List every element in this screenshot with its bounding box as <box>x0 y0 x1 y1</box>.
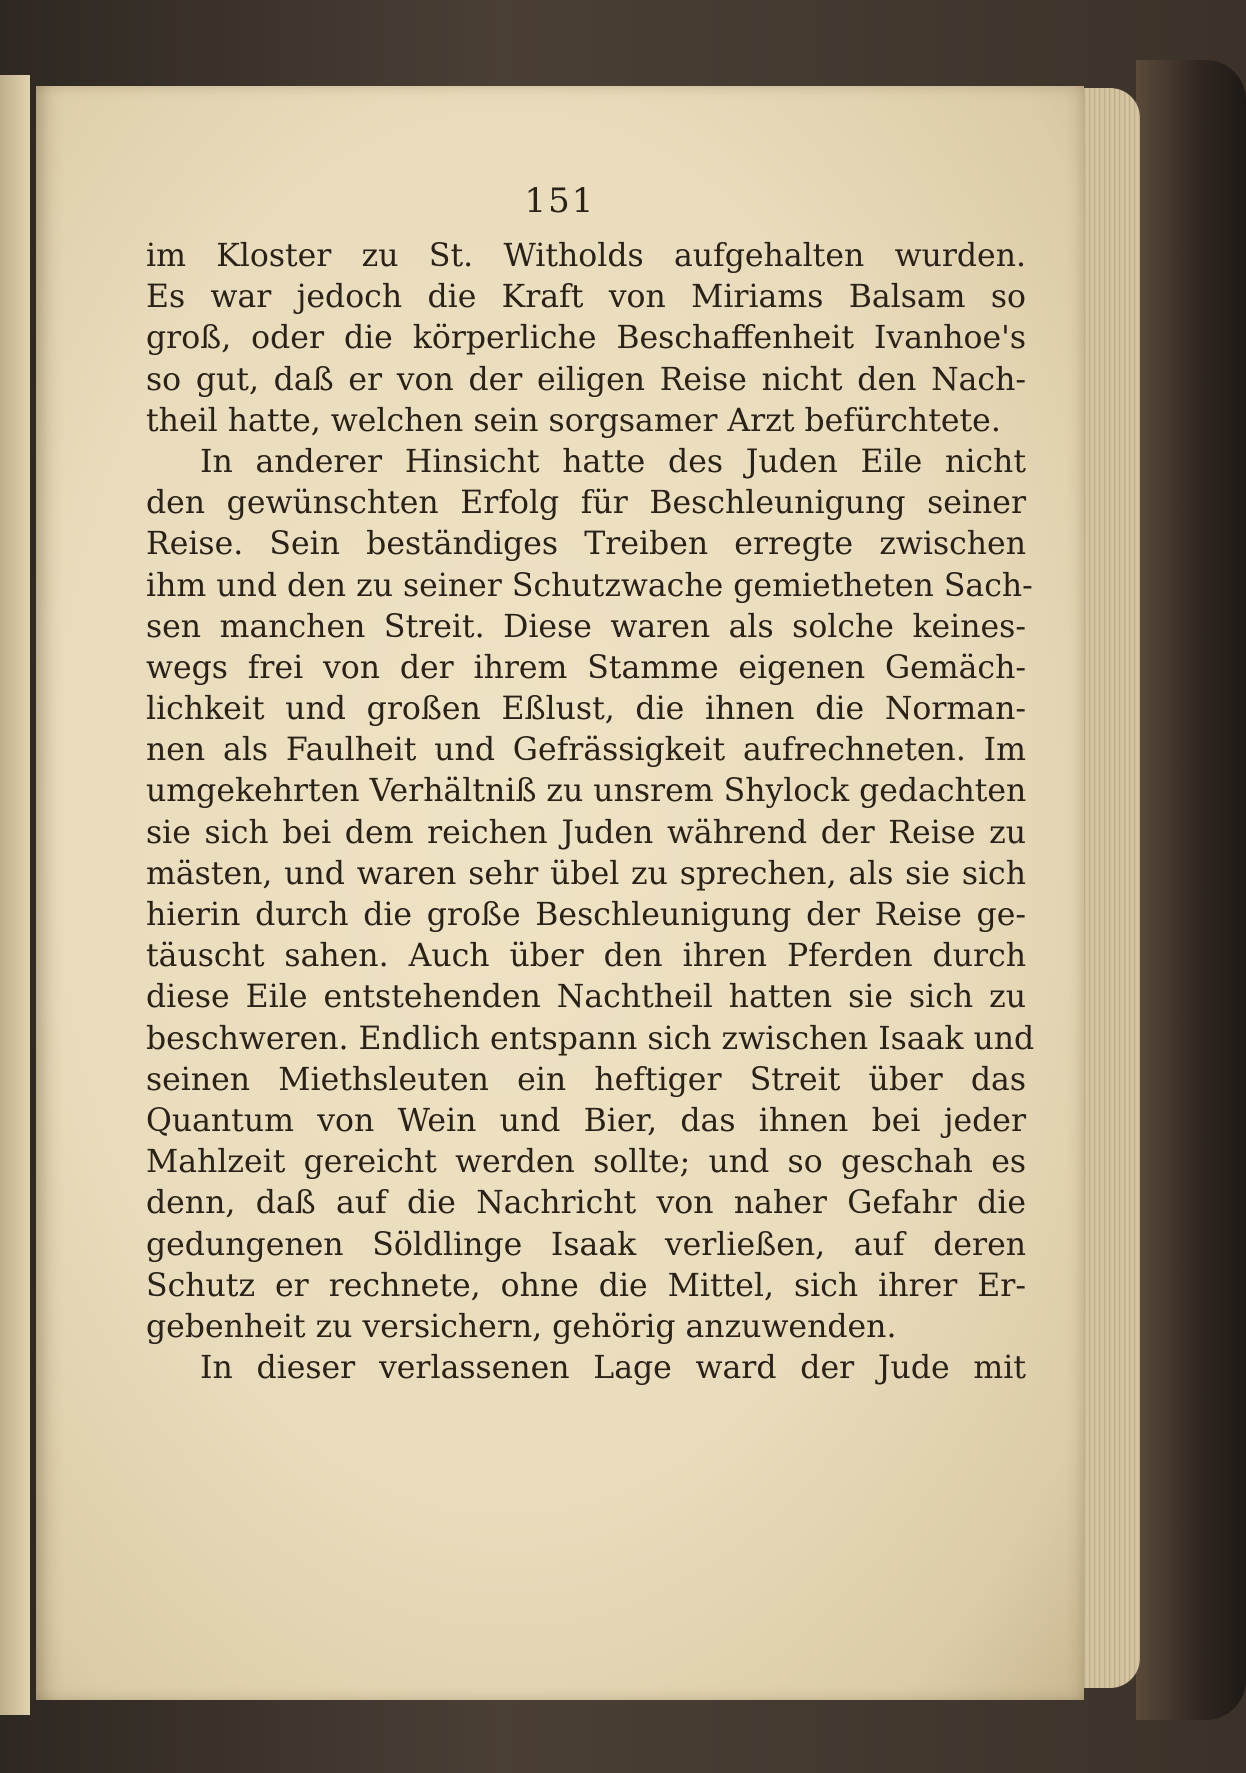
text-line: beschweren. Endlich entspann sich zwischen Isaak und <box>146 1020 1035 1057</box>
text-line: sen manchen Streit. Diese waren als solche keines- <box>146 608 1026 645</box>
text-line: sie sich bei dem reichen Juden während der Reise zu <box>146 814 1026 851</box>
page-number: 151 <box>524 181 596 221</box>
text-line: diese Eile entstehenden Nachtheil hatten sie sich zu <box>146 979 1026 1016</box>
text-line: Es war jedoch die Kraft von Miriams Balsam so <box>146 279 1026 316</box>
text-line: so gut, daß er von der eiligen Reise nicht den Nach- <box>146 361 1026 398</box>
text-line: theil hatte, welchen sein sorgsamer Arzt befürchtete. <box>146 402 1001 439</box>
text-line: In anderer Hinsicht hatte des Juden Eile nicht <box>200 443 1026 480</box>
text-line: umgekehrten Verhältniß zu unsrem Shylock gedachten <box>146 773 1027 810</box>
text-line: den gewünschten Erfolg für Beschleunigung seiner <box>146 485 1026 522</box>
text-line: lichkeit und großen Eßlust, die ihnen die Norman- <box>146 691 1026 728</box>
text-line: hierin durch die große Beschleunigung der Reise ge- <box>146 897 1026 933</box>
text-line: gedungenen Söldlinge Isaak verließen, auf deren <box>146 1226 1026 1263</box>
text-line: Reise. Sein beständiges Treiben erregte zwischen <box>146 526 1026 563</box>
text-line: groß, oder die körperliche Beschaffenheit Ivanhoe's <box>146 320 1026 357</box>
text-line: seinen Miethsleuten ein heftiger Streit über das <box>146 1061 1026 1098</box>
text-line: denn, daß auf die Nachricht von naher Gefahr die <box>146 1185 1026 1222</box>
book-cover-edge <box>1136 60 1246 1720</box>
text-line: Mahlzeit gereicht werden sollte; und so geschah es <box>146 1144 1026 1181</box>
text-line: nen als Faulheit und Gefrässigkeit aufrechneten. Im <box>146 732 1026 769</box>
text-line: wegs frei von der ihrem Stamme eigenen Gemäch- <box>146 649 1026 686</box>
left-page-edge <box>0 75 30 1715</box>
text-line: gebenheit zu versichern, gehörig anzuwenden. <box>146 1308 897 1345</box>
text-line: täuscht sahen. Auch über den ihren Pferden durch <box>146 938 1026 975</box>
text-line: In dieser verlassenen Lage ward der Jude mit <box>200 1350 1026 1387</box>
text-line: Quantum von Wein und Bier, das ihnen bei jeder <box>146 1102 1026 1139</box>
text-line: Schutz er rechnete, ohne die Mittel, sich ihrer Er- <box>146 1267 1026 1304</box>
page-text <box>146 236 1035 1389</box>
text-line: mästen, und waren sehr übel zu sprechen, als sie sich <box>146 855 1026 892</box>
text-line: ihm und den zu seiner Schutzwache gemietheten Sach- <box>146 567 1033 604</box>
text-line: im Kloster zu St. Witholds aufgehalten wurden. <box>146 238 1026 274</box>
book-page <box>36 86 1084 1700</box>
